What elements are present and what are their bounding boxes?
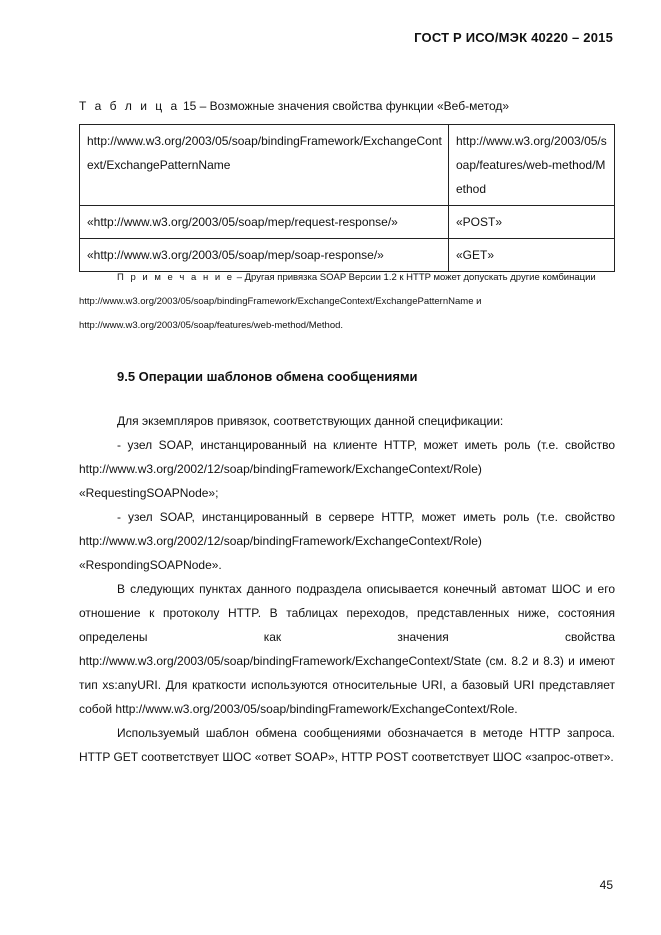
paragraph: В следующих пунктах данного подраздела описывается конечный автомат ШОС и его отношение к протоколу HTTP. В таблицах переходов, представленных ниже, состояния определены как значения свойства http://www.w3.org/2003/05/soap/bindingFramework/ExchangeContext/State (см. 8.2 и 8.3) и имеют тип xs:anyURI. Для краткости используются относительные URI, а базовый URI представляет собой http://www.w3.org/2003/05/soap/bindingFramework/ExchangeContext/Role. [79,582,615,716]
section-body [79,409,615,769]
table-cell: «POST» [449,206,615,239]
section-heading: 9.5 Операции шаблонов обмена сообщениями [117,369,418,384]
table-cell: «http://www.w3.org/2003/05/soap/mep/soap-response/» [80,239,449,272]
property-values-table [79,124,615,272]
page-number: 45 [599,878,613,892]
table-cell: «http://www.w3.org/2003/05/soap/mep/request-response/» [80,206,449,239]
note-label: П р и м е ч а н и е [117,272,235,283]
table-caption-label: Т а б л и ц а [79,99,180,113]
table-row [80,206,615,239]
table-caption-text: 15 – Возможные значения свойства функции «Веб-метод» [179,99,510,113]
table-note [79,266,615,338]
paragraph: - узел SOAP, инстанцированный на клиенте HTTP, может иметь роль (т.е. свойство http://www.w3.org/2002/12/soap/bindingFramework/ExchangeContext/Role) «RequestingSOAPNode»; [79,438,615,500]
note-text: – Другая привязка SOAP Версии 1.2 к HTTP может допускать другие комбинации http://www.w3.org/2003/05/soap/bindingFramework/ExchangeContext/ExchangePatternName и http://www.w3.org/2003/05/soap/features/web-method/Method. [79,272,596,331]
paragraph: Используемый шаблон обмена сообщениями обозначается в методе HTTP запроса. HTTP GET соответствует ШОС «ответ SOAP», HTTP POST соответствует ШОС «запрос-ответ». [79,726,615,764]
table-cell: http://www.w3.org/2003/05/soap/features/web-method/Method [449,125,615,206]
table-cell: http://www.w3.org/2003/05/soap/bindingFramework/ExchangeContext/ExchangePatternName [80,125,449,206]
table-caption [79,99,509,113]
paragraph: - узел SOAP, инстанцированный в сервере HTTP, может иметь роль (т.е. свойство http://www.w3.org/2002/12/soap/bindingFramework/ExchangeContext/Role) «RespondingSOAPNode». [79,510,615,572]
table-cell: «GET» [449,239,615,272]
table-row [80,125,615,206]
paragraph: Для экземпляров привязок, соответствующих данной спецификации: [117,414,504,428]
standard-header: ГОСТ Р ИСО/МЭК 40220 – 2015 [414,30,613,45]
